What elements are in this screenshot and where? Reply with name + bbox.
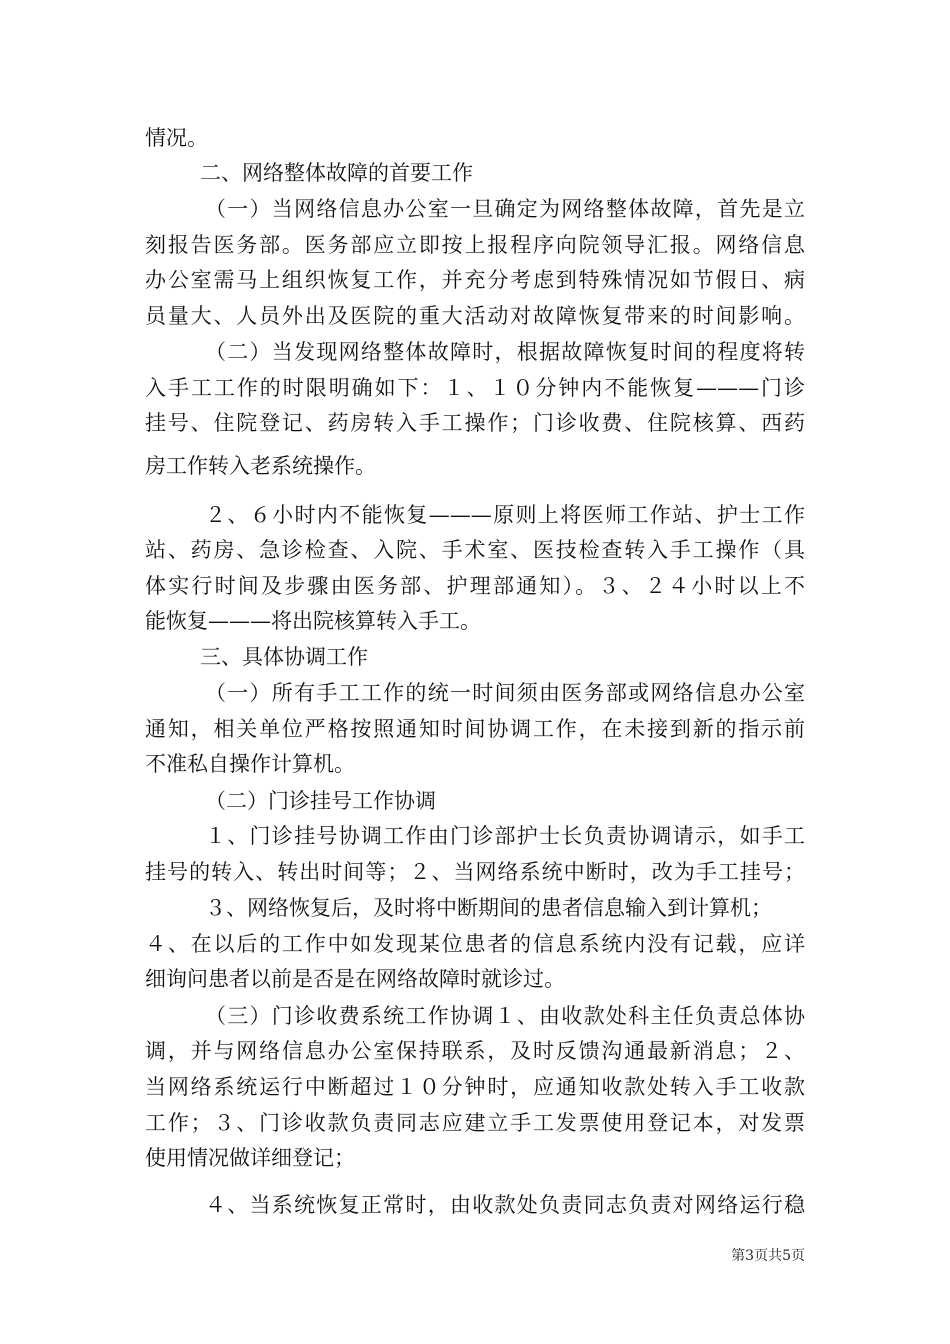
paragraph-line: １、门诊挂号协调工作由门诊部护士长负责协调请示，如手工 bbox=[205, 824, 805, 848]
paragraph-line: 细询问患者以前是否是在网络故障时就诊过。 bbox=[145, 967, 565, 991]
paragraph-line: ２、６小时内不能恢复———原则上将医师工作站、护士工作 bbox=[205, 503, 805, 527]
paragraph-line: 情况。 bbox=[145, 126, 208, 150]
section-heading: 三、具体协调工作 bbox=[200, 645, 368, 669]
paragraph-line: 办公室需马上组织恢复工作，并充分考虑到特殊情况如节假日、病 bbox=[145, 268, 805, 292]
paragraph-line: （二）当发现网络整体故障时，根据故障恢复时间的程度将转 bbox=[205, 340, 805, 364]
paragraph-line: 入手工工作的时限明确如下：１、１０分钟内不能恢复———门诊 bbox=[145, 376, 805, 400]
paragraph-line: 体实行时间及步骤由医务部、护理部通知）。３、２４小时以上不 bbox=[145, 574, 805, 598]
paragraph-line: 挂号、住院登记、药房转入手工操作；门诊收费、住院核算、西药 bbox=[145, 411, 805, 435]
paragraph-line: （一）当网络信息办公室一旦确定为网络整体故障，首先是立 bbox=[205, 197, 805, 221]
paragraph-line: 挂号的转入、转出时间等；２、当网络系统中断时，改为手工挂号； bbox=[145, 860, 805, 884]
paragraph-line: 房工作转入老系统操作。 bbox=[145, 454, 376, 478]
paragraph-line: 使用情况做详细登记； bbox=[145, 1146, 355, 1170]
page-number-footer: 第3页共5页 bbox=[731, 1248, 805, 1264]
section-heading: 二、网络整体故障的首要工作 bbox=[200, 161, 473, 185]
paragraph-line: 刻报告医务部。医务部应立即按上报程序向院领导汇报。网络信息 bbox=[145, 233, 805, 257]
paragraph-line: 工作；３、门诊收款负责同志应建立手工发票使用登记本，对发票 bbox=[145, 1111, 805, 1135]
paragraph-line: ４、在以后的工作中如发现某位患者的信息系统内没有记载，应详 bbox=[145, 932, 805, 956]
paragraph-line: 当网络系统运行中断超过１０分钟时，应通知收款处转入手工收款 bbox=[145, 1075, 805, 1099]
paragraph-line: 能恢复———将出院核算转入手工。 bbox=[145, 609, 481, 633]
subsection-heading: （二）门诊挂号工作协调 bbox=[205, 789, 436, 813]
paragraph-line: 调，并与网络信息办公室保持联系，及时反馈沟通最新消息；２、 bbox=[145, 1039, 805, 1063]
paragraph-line: 通知，相关单位严格按照通知时间协调工作，在未接到新的指示前 bbox=[145, 717, 805, 741]
paragraph-line: 站、药房、急诊检查、入院、手术室、医技检查转入手工操作（具 bbox=[145, 538, 805, 562]
paragraph-line: 不准私自操作计算机。 bbox=[145, 752, 355, 776]
paragraph-line: （一）所有手工工作的统一时间须由医务部或网络信息办公室 bbox=[205, 681, 805, 705]
paragraph-line: （三）门诊收费系统工作协调１、由收款处科主任负责总体协 bbox=[205, 1004, 805, 1028]
paragraph-line: ３、网络恢复后，及时将中断期间的患者信息输入到计算机； bbox=[205, 896, 772, 920]
paragraph-line: ４、当系统恢复正常时，由收款处负责同志负责对网络运行稳 bbox=[205, 1193, 805, 1217]
paragraph-line: 员量大、人员外出及医院的重大活动对故障恢复带来的时间影响。 bbox=[145, 304, 805, 328]
